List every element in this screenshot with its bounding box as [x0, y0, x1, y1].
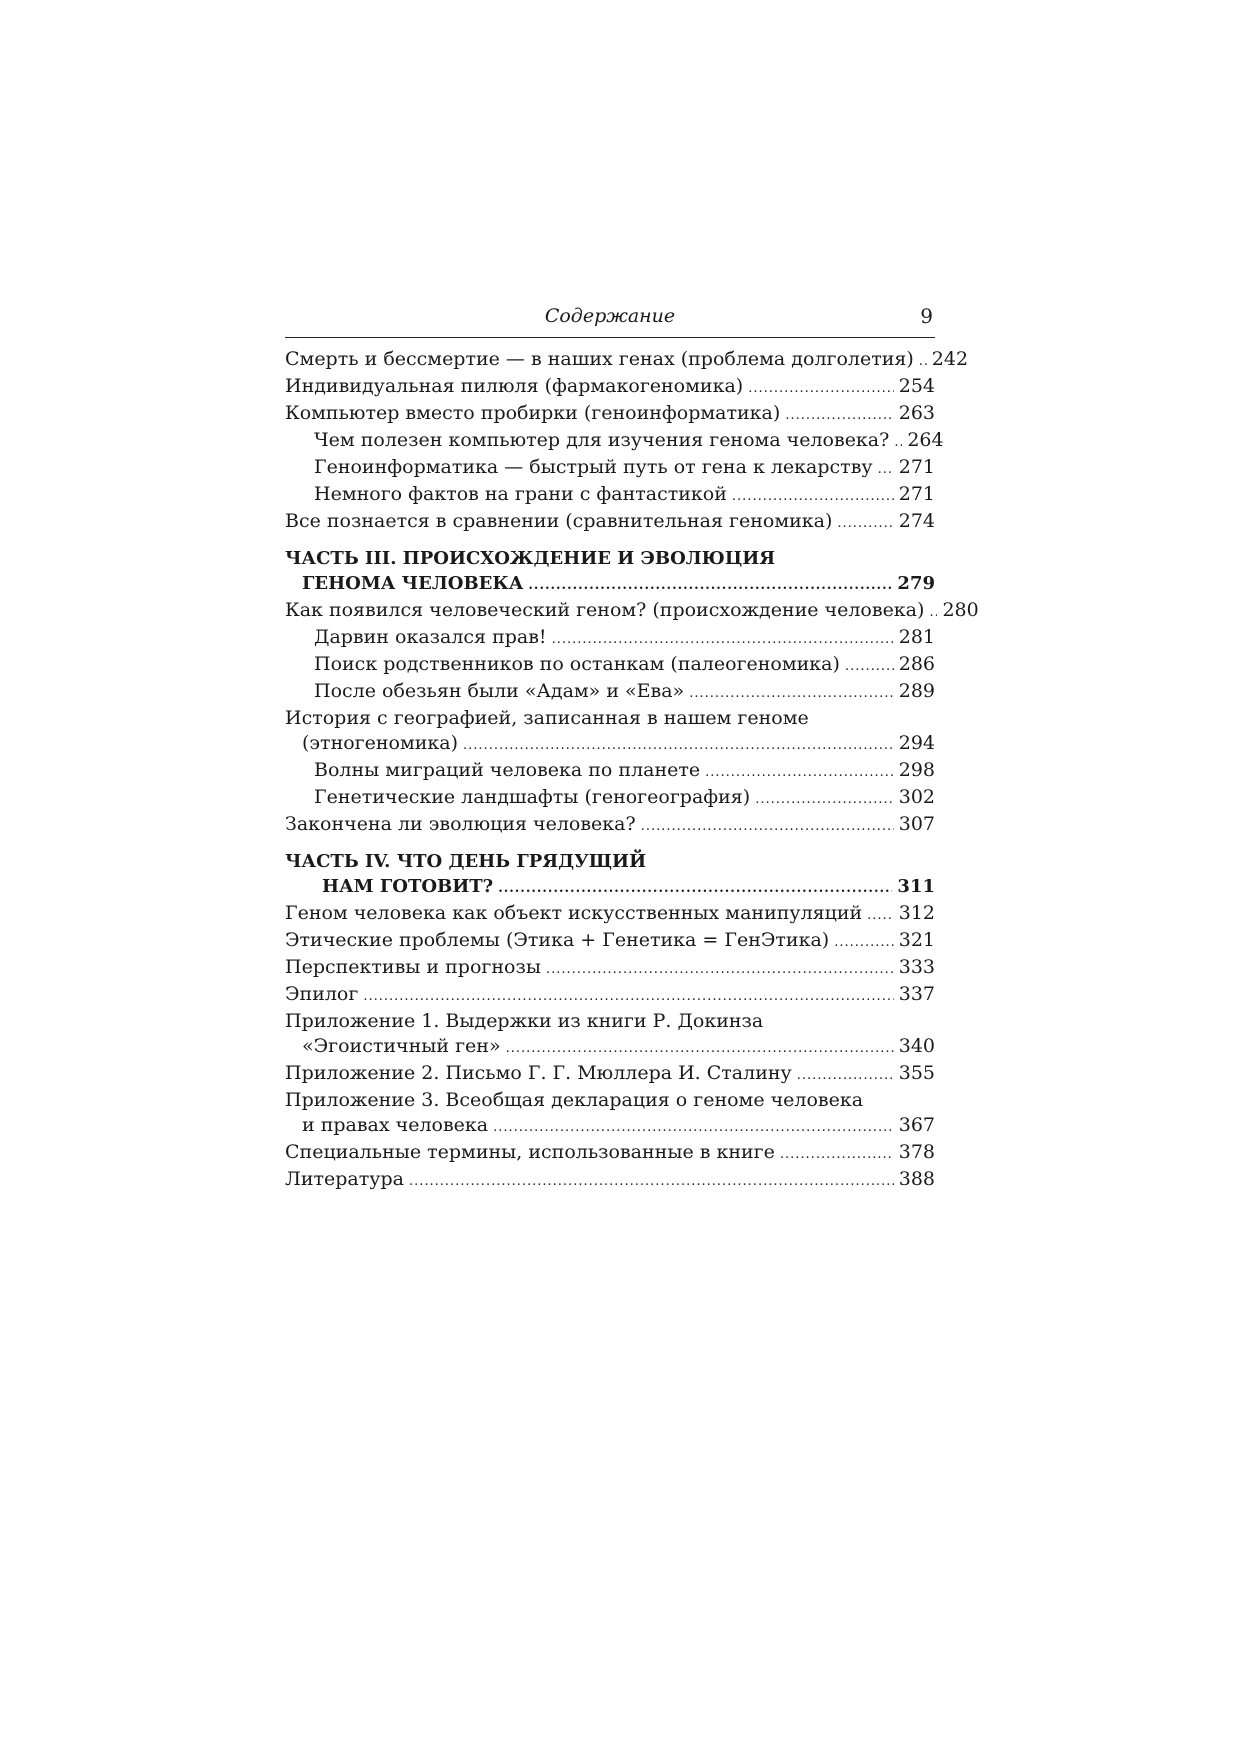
- toc-entry-page: 294: [898, 732, 935, 754]
- toc-entry[interactable]: [285, 509, 935, 536]
- toc-entry-page: 311: [897, 876, 935, 897]
- dot-leader: [785, 403, 893, 428]
- running-header: [285, 303, 935, 338]
- toc-entry-title: Смерть и бессмертие — в наших генах (проблема долголетия): [285, 348, 914, 370]
- table-of-contents: [285, 347, 979, 1194]
- dot-leader: [689, 681, 894, 706]
- dot-leader: [732, 484, 894, 509]
- toc-page: [285, 303, 979, 1194]
- dot-leader: [894, 430, 902, 455]
- toc-subentry[interactable]: [285, 428, 944, 455]
- toc-entry-title: Все познается в сравнении (сравнительная геномика): [285, 510, 833, 532]
- dot-leader: [878, 457, 894, 482]
- toc-entry-page: 289: [898, 680, 935, 702]
- toc-entry-page: 298: [898, 759, 935, 781]
- toc-entry-page: 280: [942, 599, 979, 621]
- dot-leader: [797, 1063, 894, 1088]
- toc-entry-title: Закончена ли эволюция человека?: [285, 813, 636, 835]
- toc-entry[interactable]: [285, 812, 935, 839]
- toc-entry-page: 242: [931, 348, 969, 370]
- dot-leader: [834, 930, 894, 955]
- toc-subentry[interactable]: [285, 625, 935, 652]
- toc-entry-page: 254: [898, 375, 935, 397]
- toc-entry-title: Специальные термины, использованные в книге: [285, 1141, 775, 1163]
- part-4-heading[interactable]: ЧАСТЬ IV. ЧТО ДЕНЬ ГРЯДУЩИЙ: [285, 851, 647, 872]
- dot-leader: [748, 376, 894, 401]
- dot-leader: [546, 957, 894, 982]
- toc-subentry[interactable]: [285, 758, 935, 785]
- toc-entry-page: 274: [898, 510, 935, 532]
- toc-entry[interactable]: [285, 1113, 935, 1140]
- toc-entry-title-line1[interactable]: Приложение 1. Выдержки из книги Р. Докинза: [285, 1010, 764, 1032]
- part-4-heading-line2[interactable]: [285, 874, 935, 901]
- toc-entry-page: 264: [907, 429, 944, 451]
- toc-entry[interactable]: [285, 928, 935, 955]
- toc-entry-title: Поиск родственников по останкам (палеогеномика): [314, 653, 840, 675]
- running-title: Содержание: [544, 305, 676, 327]
- dot-leader: [867, 903, 894, 928]
- toc-entry-title-line1[interactable]: Приложение 3. Всеобщая декларация о геноме человека: [285, 1089, 864, 1111]
- toc-entry-title: Компьютер вместо пробирки (геноинформатика): [285, 402, 781, 424]
- toc-entry-page: 312: [898, 902, 935, 924]
- toc-entry-title: Приложение 2. Письмо Г. Г. Мюллера И. Сталину: [285, 1062, 792, 1084]
- toc-entry-title: Немного фактов на грани с фантастикой: [314, 483, 727, 505]
- page-number: 9: [920, 304, 933, 328]
- dot-leader: [528, 573, 892, 598]
- part-3-heading-line2[interactable]: [285, 571, 935, 598]
- toc-entry-page: 321: [898, 929, 935, 951]
- dot-leader: [463, 733, 894, 758]
- dot-leader: [919, 349, 927, 374]
- toc-entry[interactable]: [285, 982, 935, 1009]
- toc-entry-title: После обезьян были «Адам» и «Ева»: [314, 680, 685, 702]
- toc-entry-title: Чем полезен компьютер для изучения генома человека?: [314, 429, 890, 451]
- toc-entry-page: 367: [898, 1114, 935, 1136]
- toc-entry-title: Как появился человеческий геном? (происхождение человека): [285, 599, 925, 621]
- toc-subentry[interactable]: [285, 679, 935, 706]
- dot-leader: [493, 1115, 894, 1140]
- toc-entry-title: Генетические ландшафты (геногеография): [314, 786, 751, 808]
- toc-entry-page: 355: [898, 1062, 935, 1084]
- toc-entry[interactable]: [285, 598, 979, 625]
- part-3-heading[interactable]: ЧАСТЬ III. ПРОИСХОЖДЕНИЕ И ЭВОЛЮЦИЯ: [285, 548, 776, 569]
- toc-entry-title: Эпилог: [285, 983, 359, 1005]
- toc-subentry[interactable]: [285, 455, 935, 482]
- dot-leader: [837, 511, 893, 536]
- dot-leader: [705, 760, 894, 785]
- toc-entry[interactable]: [285, 901, 935, 928]
- toc-entry-title: Перспективы и прогнозы: [285, 956, 541, 978]
- toc-entry-page: 307: [898, 813, 935, 835]
- toc-entry[interactable]: [285, 1034, 935, 1061]
- toc-entry-page: 263: [898, 402, 935, 424]
- toc-entry-page: 279: [897, 573, 935, 594]
- toc-entry-page: 271: [898, 483, 935, 505]
- toc-entry[interactable]: [285, 731, 935, 758]
- toc-entry-title: «Эгоистичный ген»: [302, 1035, 501, 1057]
- toc-entry-page: 286: [898, 653, 935, 675]
- dot-leader: [929, 600, 937, 625]
- toc-entry-page: 340: [898, 1035, 935, 1057]
- toc-entry-title: Литература: [285, 1168, 404, 1190]
- dot-leader: [845, 654, 894, 679]
- dot-leader: [780, 1142, 894, 1167]
- toc-subentry[interactable]: [285, 785, 935, 812]
- toc-entry[interactable]: [285, 1140, 935, 1167]
- dot-leader: [363, 984, 893, 1009]
- toc-entry[interactable]: [285, 347, 969, 374]
- toc-entry-title: Этические проблемы (Этика + Генетика = ГенЭтика): [285, 929, 830, 951]
- toc-entry[interactable]: [285, 401, 935, 428]
- toc-entry-title: ГЕНОМА ЧЕЛОВЕКА: [302, 573, 524, 594]
- toc-entry[interactable]: [285, 1167, 935, 1194]
- toc-entry-title: Геноинформатика — быстрый путь от гена к лекарству: [314, 456, 873, 478]
- toc-entry-page: 388: [898, 1168, 935, 1190]
- toc-subentry[interactable]: [285, 652, 935, 679]
- dot-leader: [506, 1036, 894, 1061]
- toc-entry-title: НАМ ГОТОВИТ?: [322, 876, 494, 897]
- toc-entry-page: 271: [898, 456, 935, 478]
- toc-entry-page: 333: [898, 956, 935, 978]
- dot-leader: [641, 814, 894, 839]
- dot-leader: [409, 1169, 894, 1194]
- toc-entry-page: 302: [898, 786, 935, 808]
- toc-entry-page: 378: [898, 1141, 935, 1163]
- toc-entry-title: Волны миграций человека по планете: [314, 759, 701, 781]
- toc-entry-page: 281: [898, 626, 935, 648]
- dot-leader: [755, 787, 894, 812]
- toc-entry[interactable]: [285, 955, 935, 982]
- dot-leader: [552, 627, 894, 652]
- toc-entry-title: Дарвин оказался прав!: [314, 626, 547, 648]
- toc-entry-title: и правах человека: [302, 1114, 489, 1136]
- toc-entry[interactable]: [285, 1061, 935, 1088]
- toc-entry-page: 337: [898, 983, 935, 1005]
- toc-subentry[interactable]: [285, 482, 935, 509]
- toc-entry-title-line1[interactable]: История с географией, записанная в нашем геноме: [285, 707, 809, 729]
- toc-entry-title: Индивидуальная пилюля (фармакогеномика): [285, 375, 744, 397]
- toc-entry-title: Геном человека как объект искусственных манипуляций: [285, 902, 863, 924]
- toc-entry-title: (этногеномика): [302, 732, 459, 754]
- dot-leader: [498, 876, 892, 901]
- toc-entry[interactable]: [285, 374, 935, 401]
